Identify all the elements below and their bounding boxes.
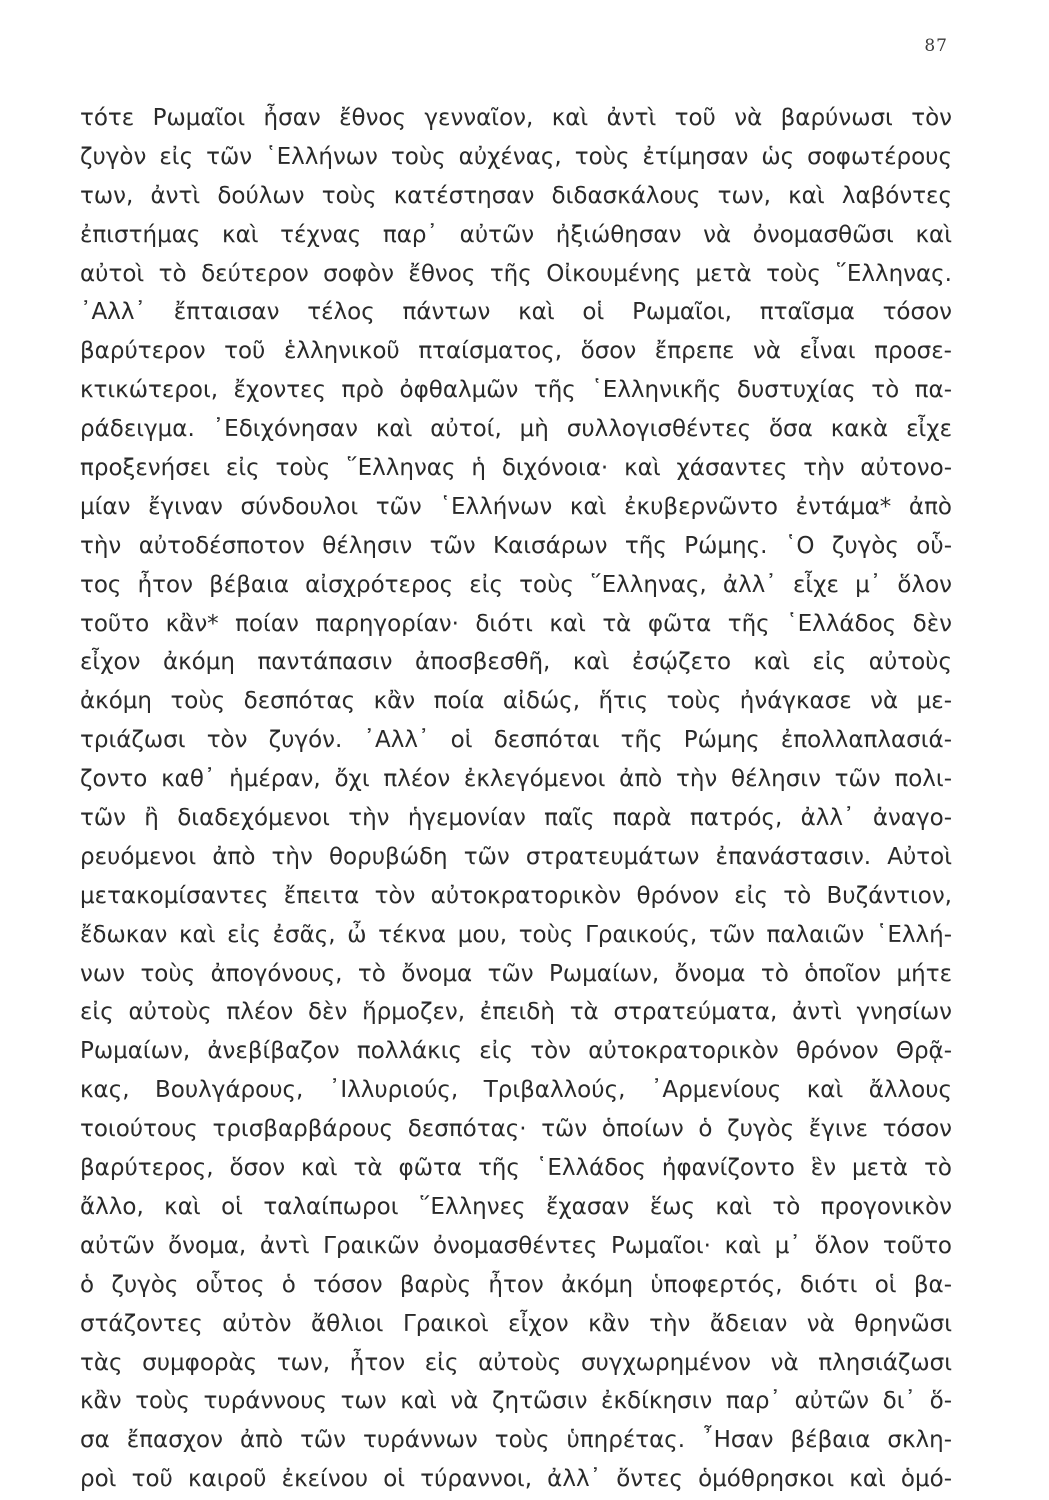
- text-line-32: στάζοντες αὐτὸν ἄθλιοι Γραικοὶ εἶχον κἂν τὴν ἄδειαν νὰ θρηνῶσι: [80, 1310, 952, 1337]
- text-line-16: ἀκόμη τοὺς δεσπότας κἂν ποία αἰδώς, ἥτις τοὺς ἠνάγκασε νὰ με-: [80, 688, 952, 715]
- text-line-27: τοιούτους τρισβαρβάρους δεσπότας· τῶν ὁποίων ὁ ζυγὸς ἔγινε τόσον: [80, 1116, 952, 1143]
- text-line-4: ἐπιστήμας καὶ τέχνας παρ᾽ αὐτῶν ἠξιώθησαν νὰ ὀνομασθῶσι καὶ: [80, 221, 952, 248]
- text-line-25: Ρωμαίων, ἀνεβίβαζον πολλάκις εἰς τὸν αὐτοκρατορικὸν θρόνον Θρᾷ-: [80, 1038, 952, 1065]
- text-line-21: μετακομίσαντες ἔπειτα τὸν αὐτοκρατορικὸν θρόνον εἰς τὸ Βυζάντιον,: [80, 882, 952, 909]
- text-line-8: κτικώτεροι, ἔχοντες πρὸ ὀφθαλμῶν τῆς ῾Ελληνικῆς δυστυχίας τὸ πα-: [80, 377, 952, 404]
- text-line-11: μίαν ἔγιναν σύνδουλοι τῶν ῾Ελλήνων καὶ ἐκυβερνῶντο ἐντάμα* ἀπὸ: [80, 493, 952, 520]
- text-line-36: ροὶ τοῦ καιροῦ ἐκείνου οἱ τύραννοι, ἀλλ᾽ ὄντες ὁμόθρησκοι καὶ ὁμό-: [80, 1466, 952, 1493]
- body-text: [80, 99, 952, 1499]
- text-line-18: ζοντο καθ᾽ ἡμέραν, ὄχι πλέον ἐκλεγόμενοι ἀπὸ τὴν θέλησιν τῶν πολι-: [80, 766, 952, 793]
- text-line-35: σα ἔπασχον ἀπὸ τῶν τυράννων τοὺς ὑπηρέτας. ῏Ησαν βέβαια σκλη-: [80, 1427, 952, 1454]
- text-line-29: ἄλλο, καὶ οἱ ταλαίπωροι ῞Ελληνες ἔχασαν ἕως καὶ τὸ προγονικὸν: [80, 1193, 952, 1220]
- text-line-20: ρευόμενοι ἀπὸ τὴν θορυβώδη τῶν στρατευμάτων ἐπανάστασιν. Αὐτοὶ: [80, 843, 952, 870]
- text-line-34: κἂν τοὺς τυράννους των καὶ νὰ ζητῶσιν ἐκδίκησιν παρ᾽ αὐτῶν δι᾽ ὅ-: [80, 1388, 952, 1415]
- text-line-3: των, ἀντὶ δούλων τοὺς κατέστησαν διδασκάλους των, καὶ λαβόντες: [80, 182, 952, 209]
- text-line-22: ἔδωκαν καὶ εἰς ἐσᾶς, ὦ τέκνα μου, τοὺς Γραικούς, τῶν παλαιῶν ῾Ελλή-: [80, 921, 952, 948]
- text-line-9: ράδειγμα. ᾽Εδιχόνησαν καὶ αὐτοί, μὴ συλλογισθέντες ὅσα κακὰ εἶχε: [80, 416, 952, 443]
- text-line-14: τοῦτο κἂν* ποίαν παρηγορίαν· διότι καὶ τὰ φῶτα τῆς ῾Ελλάδος δὲν: [80, 610, 952, 637]
- text-line-1: τότε Ρωμαῖοι ἦσαν ἔθνος γενναῖον, καὶ ἀντὶ τοῦ νὰ βαρύνωσι τὸν: [80, 105, 952, 131]
- text-line-12: τὴν αὐτοδέσποτον θέλησιν τῶν Καισάρων τῆς Ρώμης. ῾Ο ζυγὸς οὗ-: [80, 532, 952, 559]
- text-line-26: κας, Βουλγάρους, ᾽Ιλλυριούς, Τριβαλλούς, ᾽Αρμενίους καὶ ἄλλους: [80, 1077, 952, 1104]
- text-line-19: τῶν ἢ διαδεχόμενοι τὴν ἡγεμονίαν παῖς παρὰ πατρός, ἀλλ᾽ ἀναγο-: [80, 805, 952, 832]
- page-number: 87: [924, 36, 948, 56]
- text-line-2: ζυγὸν εἰς τῶν ῾Ελλήνων τοὺς αὐχένας, τοὺς ἐτίμησαν ὡς σοφωτέρους: [80, 143, 952, 170]
- text-line-28: βαρύτερος, ὅσον καὶ τὰ φῶτα τῆς ῾Ελλάδος ἠφανίζοντο ἓν μετὰ τὸ: [80, 1155, 952, 1182]
- text-line-15: εἶχον ἀκόμη παντάπασιν ἀποσβεσθῆ, καὶ ἐσῴζετο καὶ εἰς αὐτοὺς: [80, 649, 952, 676]
- text-line-5: αὐτοὶ τὸ δεύτερον σοφὸν ἔθνος τῆς Οἰκουμένης μετὰ τοὺς ῞Ελληνας.: [80, 260, 952, 287]
- text-line-24: εἰς αὐτοὺς πλέον δὲν ἥρμοζεν, ἐπειδὴ τὰ στρατεύματα, ἀντὶ γνησίων: [80, 999, 952, 1026]
- text-line-7: βαρύτερον τοῦ ἑλληνικοῦ πταίσματος, ὅσον ἔπρεπε νὰ εἶναι προσε-: [80, 338, 952, 365]
- text-line-10: προξενήσει εἰς τοὺς ῞Ελληνας ἡ διχόνοια· καὶ χάσαντες τὴν αὐτονο-: [80, 455, 952, 482]
- text-line-23: νων τοὺς ἀπογόνους, τὸ ὄνομα τῶν Ρωμαίων, ὄνομα τὸ ὁποῖον μήτε: [80, 960, 952, 987]
- text-line-30: αὐτῶν ὄνομα, ἀντὶ Γραικῶν ὀνομασθέντες Ρωμαῖοι· καὶ μ᾽ ὅλον τοῦτο: [80, 1232, 952, 1259]
- text-line-31: ὁ ζυγὸς οὗτος ὁ τόσον βαρὺς ἦτον ἀκόμη ὑποφερτός, διότι οἱ βα-: [80, 1271, 952, 1298]
- text-line-13: τος ἦτον βέβαια αἰσχρότερος εἰς τοὺς ῞Ελληνας, ἀλλ᾽ εἶχε μ᾽ ὅλον: [80, 571, 952, 598]
- text-line-6: ᾽Αλλ᾽ ἔπταισαν τέλος πάντων καὶ οἱ Ρωμαῖοι, πταῖσμα τόσον: [80, 299, 952, 326]
- text-line-33: τὰς συμφορὰς των, ἦτον εἰς αὐτοὺς συγχωρημένον νὰ πλησιάζωσι: [80, 1349, 952, 1376]
- text-line-17: τριάζωσι τὸν ζυγόν. ᾽Αλλ᾽ οἱ δεσπόται τῆς Ρώμης ἐπολλαπλασιά-: [80, 727, 952, 754]
